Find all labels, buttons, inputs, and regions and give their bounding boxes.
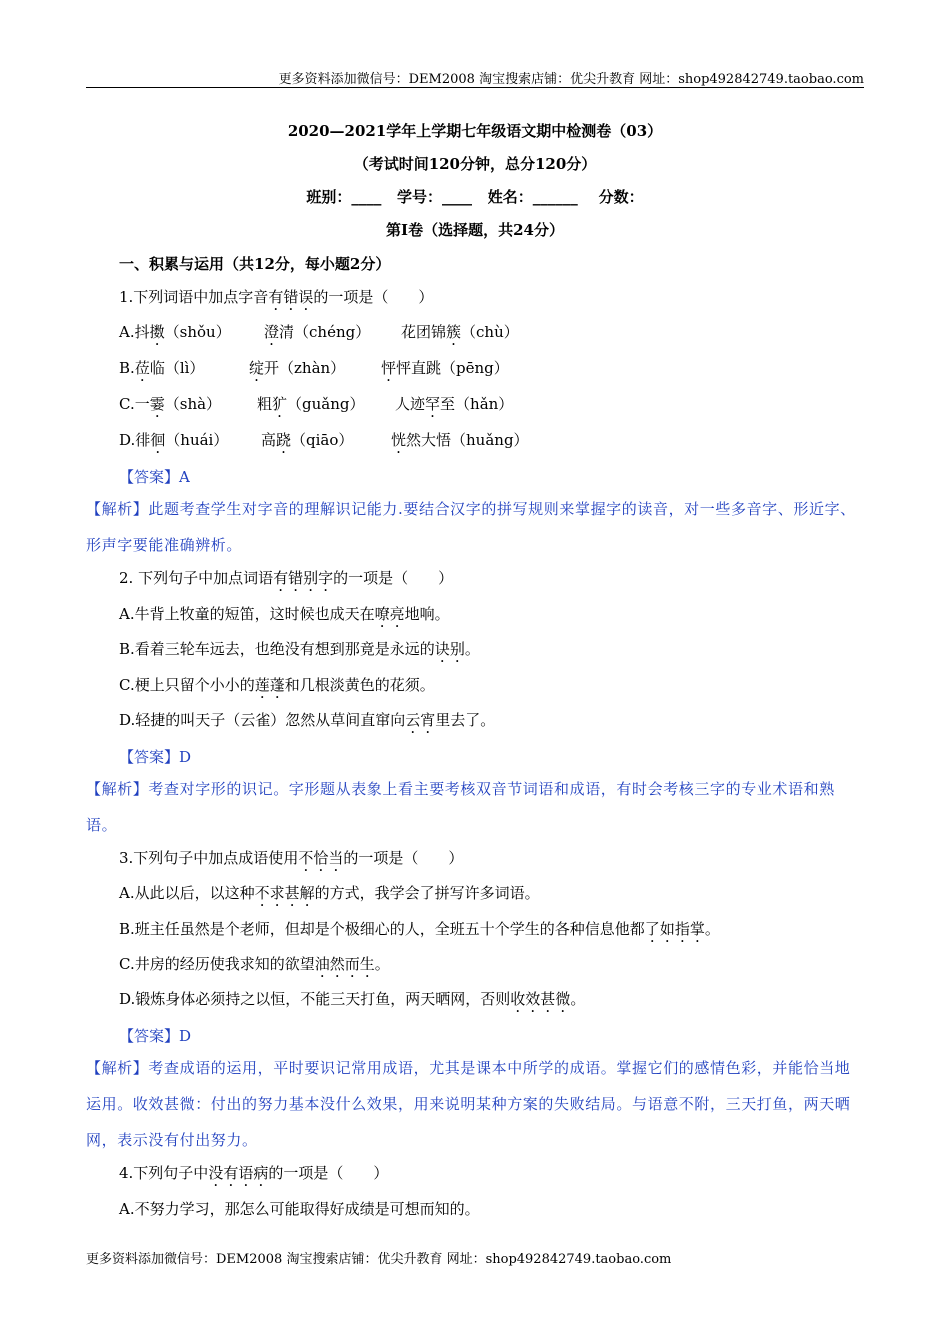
q3-stem-pre: 3.下列句子中加点成语使用 xyxy=(119,849,299,867)
option-text: 里去了。 xyxy=(435,711,496,729)
student-info: 班别：____ 学号：____ 姓名：______ 分数： xyxy=(306,188,644,206)
dotted-char: 簇 xyxy=(446,323,462,341)
q1-c-col3 xyxy=(395,393,513,414)
option-text: C.梗上只留个小小的 xyxy=(119,676,255,694)
q3-option-b xyxy=(119,918,720,939)
dotted-char: 油 xyxy=(314,955,330,973)
q1-b-col2 xyxy=(249,357,345,378)
q1-a-col2 xyxy=(264,321,370,342)
dotted-char: 掌 xyxy=(689,920,705,938)
q1-d-col1 xyxy=(119,429,228,450)
q3-option-c xyxy=(119,953,390,974)
word-text: 粗 xyxy=(257,395,273,413)
dotted-char: 罕 xyxy=(425,395,441,413)
q1-a-col1 xyxy=(119,321,231,342)
header-divider xyxy=(86,87,864,88)
q2-option-a xyxy=(119,603,450,624)
q2-option-b xyxy=(119,638,480,659)
dotted-char: 指 xyxy=(674,920,690,938)
dotted-char: 没 xyxy=(208,1164,224,1182)
page-header: 更多资料添加微信号：DEM2008 淘宝搜索店铺：优尖升教育 网址：shop492842749.taobao.com xyxy=(278,72,864,87)
dotted-char: 莅 xyxy=(134,359,150,377)
q1-option-d xyxy=(119,429,864,451)
word-text: 然大悟（huǎng） xyxy=(406,431,529,449)
q3-option-d xyxy=(119,988,585,1009)
dotted-char: 澄 xyxy=(264,323,280,341)
q2-analysis: 【解析】考查对字形的识记。字形题从表象上看主要考核双音节词语和成语，有时会考核三字的专业术语和熟语。 xyxy=(86,780,835,834)
option-text: B.看着三轮车远去，也绝没有想到那竟是永远的 xyxy=(119,640,435,658)
option-text: C.井房的经历使我求知的欲望 xyxy=(119,955,315,973)
q4-stem-post: 的一项是（ ） xyxy=(268,1164,389,1182)
q1-analysis: 【解析】此题考查学生对字音的理解识记能力.要结合汉字的拼写规则来掌握字的读音，对一些多音字、形近字、形声字要能准确辨析。 xyxy=(86,500,856,554)
q1-option-c xyxy=(119,393,864,415)
word-text: （shǒu） xyxy=(164,323,231,341)
dotted-char: 字 xyxy=(318,569,334,587)
word-text: 怦直跳（pēng） xyxy=(396,359,509,377)
dotted-char: 解 xyxy=(299,884,315,902)
dotted-char: 云 xyxy=(405,711,421,729)
word-text: 一 xyxy=(134,395,150,413)
dotted-char: 了 xyxy=(644,920,660,938)
dotted-char: 不 xyxy=(298,849,314,867)
dotted-char: 微 xyxy=(555,990,571,1008)
dotted-char: 莲 xyxy=(254,676,270,694)
q3-option-a xyxy=(119,882,540,903)
dotted-char: 而 xyxy=(344,955,360,973)
q2-stem xyxy=(119,567,453,588)
dotted-char: 别 xyxy=(449,640,465,658)
q1-b-col1 xyxy=(119,357,204,378)
dotted-char: 诀 xyxy=(434,640,450,658)
option-label: C. xyxy=(119,395,135,413)
q3-answer: 【答案】D xyxy=(119,1027,192,1045)
q1-stem xyxy=(119,286,433,307)
option-text: 。 xyxy=(570,990,586,1008)
dotted-char: 怦 xyxy=(381,359,397,377)
word-text: 抖 xyxy=(134,323,150,341)
q1-stem-post: 的一项是（ ） xyxy=(313,288,434,306)
word-text: 高 xyxy=(261,431,277,449)
section-title: 一、积累与运用（共12分，每小题2分） xyxy=(119,255,391,273)
option-text: 。 xyxy=(704,920,720,938)
word-text: 徘 xyxy=(135,431,151,449)
word-text: 临（lì） xyxy=(149,359,205,377)
q4-option-a: A.不努力学习，那怎么可能取得好成绩是可想而知的。 xyxy=(119,1200,480,1218)
dotted-char: 嘹 xyxy=(374,605,390,623)
dotted-char: 霎 xyxy=(149,395,165,413)
q1-d-col3 xyxy=(391,429,529,450)
exam-title: 2020—2021学年上学期七年级语文期中检测卷（03） xyxy=(287,122,663,140)
exam-subtitle: （考试时间120分钟，总分120分） xyxy=(353,155,597,173)
dotted-char: 犷 xyxy=(272,395,288,413)
dotted-char: 恰 xyxy=(313,849,329,867)
dotted-char: 语 xyxy=(238,1164,254,1182)
option-label: B. xyxy=(119,359,135,377)
word-text: （qiāo） xyxy=(291,431,354,449)
word-text: 开（zhàn） xyxy=(264,359,346,377)
option-text: 和几根淡黄色的花须。 xyxy=(284,676,435,694)
q1-a-col3 xyxy=(401,321,519,342)
dotted-char: 病 xyxy=(253,1164,269,1182)
q1-c-col2 xyxy=(257,393,365,414)
dotted-char: 别 xyxy=(303,569,319,587)
option-text: D.轻捷的叫天子（云雀）忽然从草间直窜向 xyxy=(119,711,406,729)
q2-stem-post: 的一项是（ ） xyxy=(333,569,454,587)
word-text: 清（chéng） xyxy=(279,323,371,341)
q1-c-col1 xyxy=(119,393,221,414)
q1-option-a xyxy=(119,321,864,343)
q4-stem xyxy=(119,1162,388,1183)
dotted-char: 效 xyxy=(525,990,541,1008)
dotted-char: 错 xyxy=(288,569,304,587)
q2-stem-pre: 2. 下列句子中加点词语 xyxy=(119,569,274,587)
q1-b-col3 xyxy=(381,357,509,378)
word-text: 人迹 xyxy=(395,395,426,413)
q3-stem-post: 的一项是（ ） xyxy=(343,849,464,867)
dotted-char: 甚 xyxy=(284,884,300,902)
option-text: A.牛背上牧童的短笛，这时候也成天在 xyxy=(119,605,375,623)
dotted-char: 亮 xyxy=(389,605,405,623)
dotted-char: 如 xyxy=(659,920,675,938)
part-title: 第Ⅰ卷（选择题，共24分） xyxy=(386,221,564,239)
option-text: D.锻炼身体必须持之以恒，不能三天打鱼，两天晒网，否则 xyxy=(119,990,511,1008)
page-footer: 更多资料添加微信号：DEM2008 淘宝搜索店铺：优尖升教育 网址：shop492842749.taobao.com xyxy=(86,1252,672,1267)
q1-answer: 【答案】A xyxy=(119,468,190,486)
dotted-char: 恍 xyxy=(391,431,407,449)
dotted-char: 有 xyxy=(273,569,289,587)
option-label: A. xyxy=(119,323,135,341)
word-text: 花团锦 xyxy=(401,323,447,341)
q1-d-col2 xyxy=(261,429,353,450)
dotted-char: 绽 xyxy=(249,359,265,377)
option-text: B.班主任虽然是个老师，但却是个极细心的人，全班五十个学生的各种信息他都 xyxy=(119,920,645,938)
q1-stem-pre: 1.下列词语中加点字音 xyxy=(119,288,269,306)
dotted-char: 擞 xyxy=(149,323,165,341)
option-text: 。 xyxy=(374,955,390,973)
dotted-char: 宵 xyxy=(420,711,436,729)
dotted-char: 跷 xyxy=(276,431,292,449)
dotted-char: 不 xyxy=(254,884,270,902)
dotted-char: 当 xyxy=(328,849,344,867)
q2-option-c xyxy=(119,674,435,695)
dotted-char: 有 xyxy=(223,1164,239,1182)
dotted-char: 蓬 xyxy=(269,676,285,694)
dotted-char: 然 xyxy=(329,955,345,973)
word-text: （guǎng） xyxy=(287,395,365,413)
q1-option-b xyxy=(119,357,864,379)
dotted-char: 徊 xyxy=(150,431,166,449)
dotted-char: 收 xyxy=(510,990,526,1008)
option-text: 。 xyxy=(464,640,480,658)
dotted-char: 生 xyxy=(359,955,375,973)
word-text: （huái） xyxy=(165,431,229,449)
word-text: （shà） xyxy=(164,395,222,413)
dotted-char: 甚 xyxy=(540,990,556,1008)
option-text: 地响。 xyxy=(404,605,450,623)
option-text: 的方式，我学会了拼写许多词语。 xyxy=(314,884,540,902)
q2-answer: 【答案】D xyxy=(119,748,192,766)
word-text: （chù） xyxy=(461,323,519,341)
word-text: 至（hǎn） xyxy=(440,395,514,413)
dotted-char: 误 xyxy=(298,288,314,306)
q3-stem xyxy=(119,847,463,868)
dotted-char: 错 xyxy=(283,288,299,306)
option-label: D. xyxy=(119,431,136,449)
q4-stem-pre: 4.下列句子中 xyxy=(119,1164,209,1182)
dotted-char: 有 xyxy=(268,288,284,306)
option-text: A.从此以后，以这种 xyxy=(119,884,255,902)
dotted-char: 求 xyxy=(269,884,285,902)
q2-option-d xyxy=(119,709,495,730)
q3-analysis: 【解析】考查成语的运用，平时要识记常用成语，尤其是课本中所学的成语。掌握它们的感情色彩，并能恰当地运用。收效甚微：付出的努力基本没什么效果，用来说明某种方案的失败结局。与语意不附，三天打鱼，两天晒网，表示没有付出努力。 xyxy=(86,1059,851,1149)
